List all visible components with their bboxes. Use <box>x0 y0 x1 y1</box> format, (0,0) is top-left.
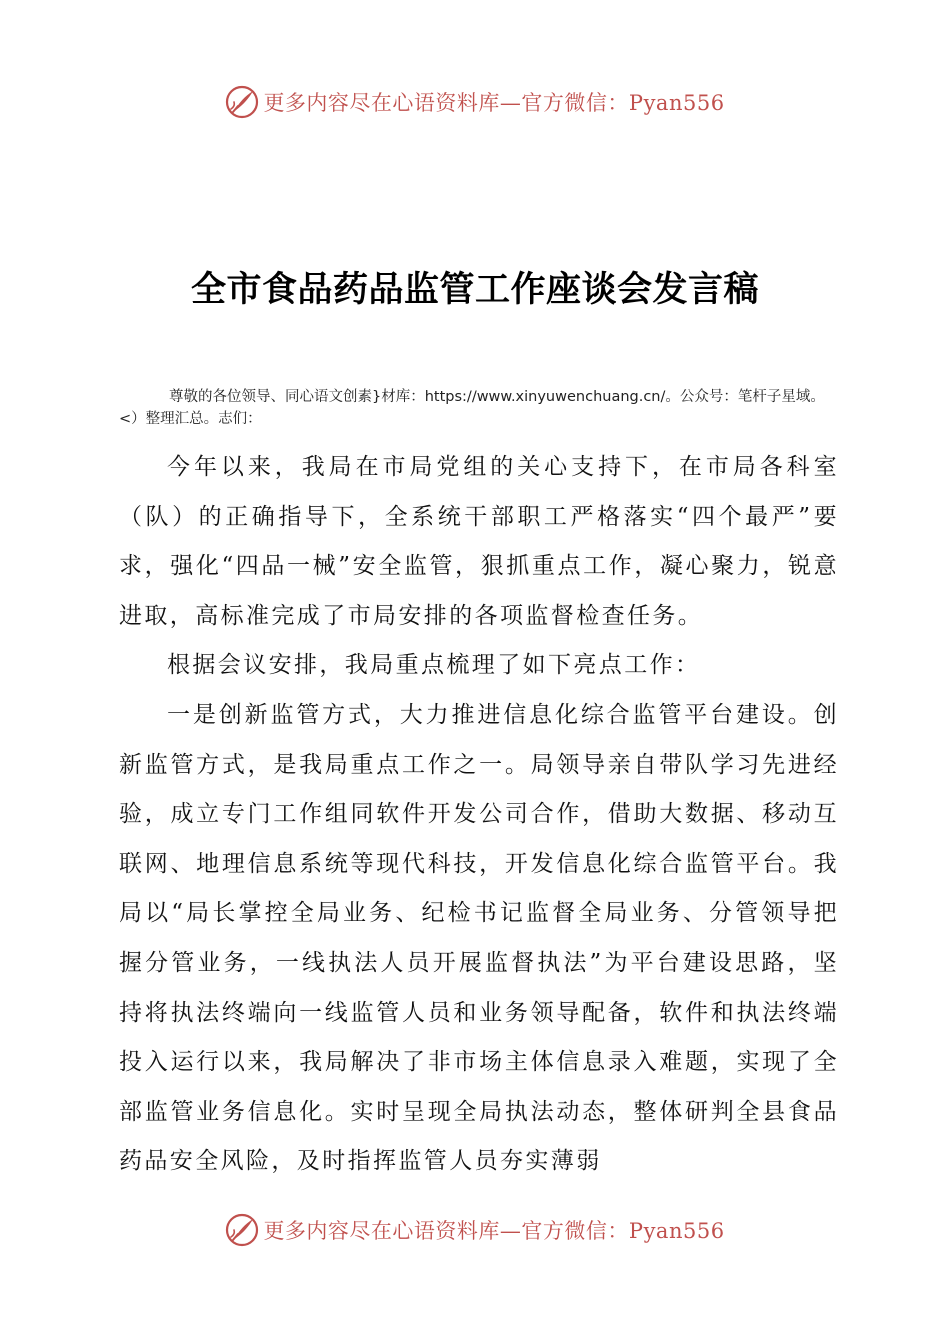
footer-watermark-banner <box>0 1208 950 1252</box>
watermark-text: 更多内容尽在心语资料库—官方微信：Pyan556 <box>263 91 725 115</box>
body-paragraph: 今年以来，我局在市局党组的关心支持下，在市局各科室（队）的正确指导下，全系统干部职工严格落实“四个最严”要求，强化“四品一械”安全监管，狠抓重点工作，凝心聚力，锐意进取，高标准完成了市局安排的各项监督检查任务。 <box>119 454 839 629</box>
document-body <box>119 443 839 1187</box>
salutation-line: 尊敬的各位领导、同心语文创素}材库：https://www.xinyuwenchuang.cn/。公众号：笔杆子星域。<）整理汇总。志们： <box>119 389 825 427</box>
watermark-text: 更多内容尽在心语资料库—官方微信：Pyan556 <box>263 1219 725 1243</box>
quill-logo-icon <box>225 85 259 119</box>
header-watermark-banner <box>0 80 950 124</box>
body-paragraph: 根据会议安排，我局重点梳理了如下亮点工作： <box>167 652 701 679</box>
quill-logo-icon <box>225 1213 259 1247</box>
document-title: 全市食品药品监管工作座谈会发言稿 <box>190 270 759 310</box>
body-paragraph: 一是创新监管方式，大力推进信息化综合监管平台建设。创新监管方式，是我局重点工作之一。局领导亲自带队学习先进经验，成立专门工作组同软件开发公司合作，借助大数据、移动互联网、地理信息系统等现代科技，开发信息化综合监管平台。我局以“局长掌控全局业务、纪检书记监督全局业务、分管领导把握分管业务，一线执法人员开展监督执法”为平台建设思路，坚持将执法终端向一线监管人员和业务领导配备，软件和执法终端投入运行以来，我局解决了非市场主体信息录入难题，实现了全部监管业务信息化。实时呈现全局执法动态，整体研判全县食品药品安全风险，及时指挥监管人员夯实薄弱 <box>119 701 839 1175</box>
